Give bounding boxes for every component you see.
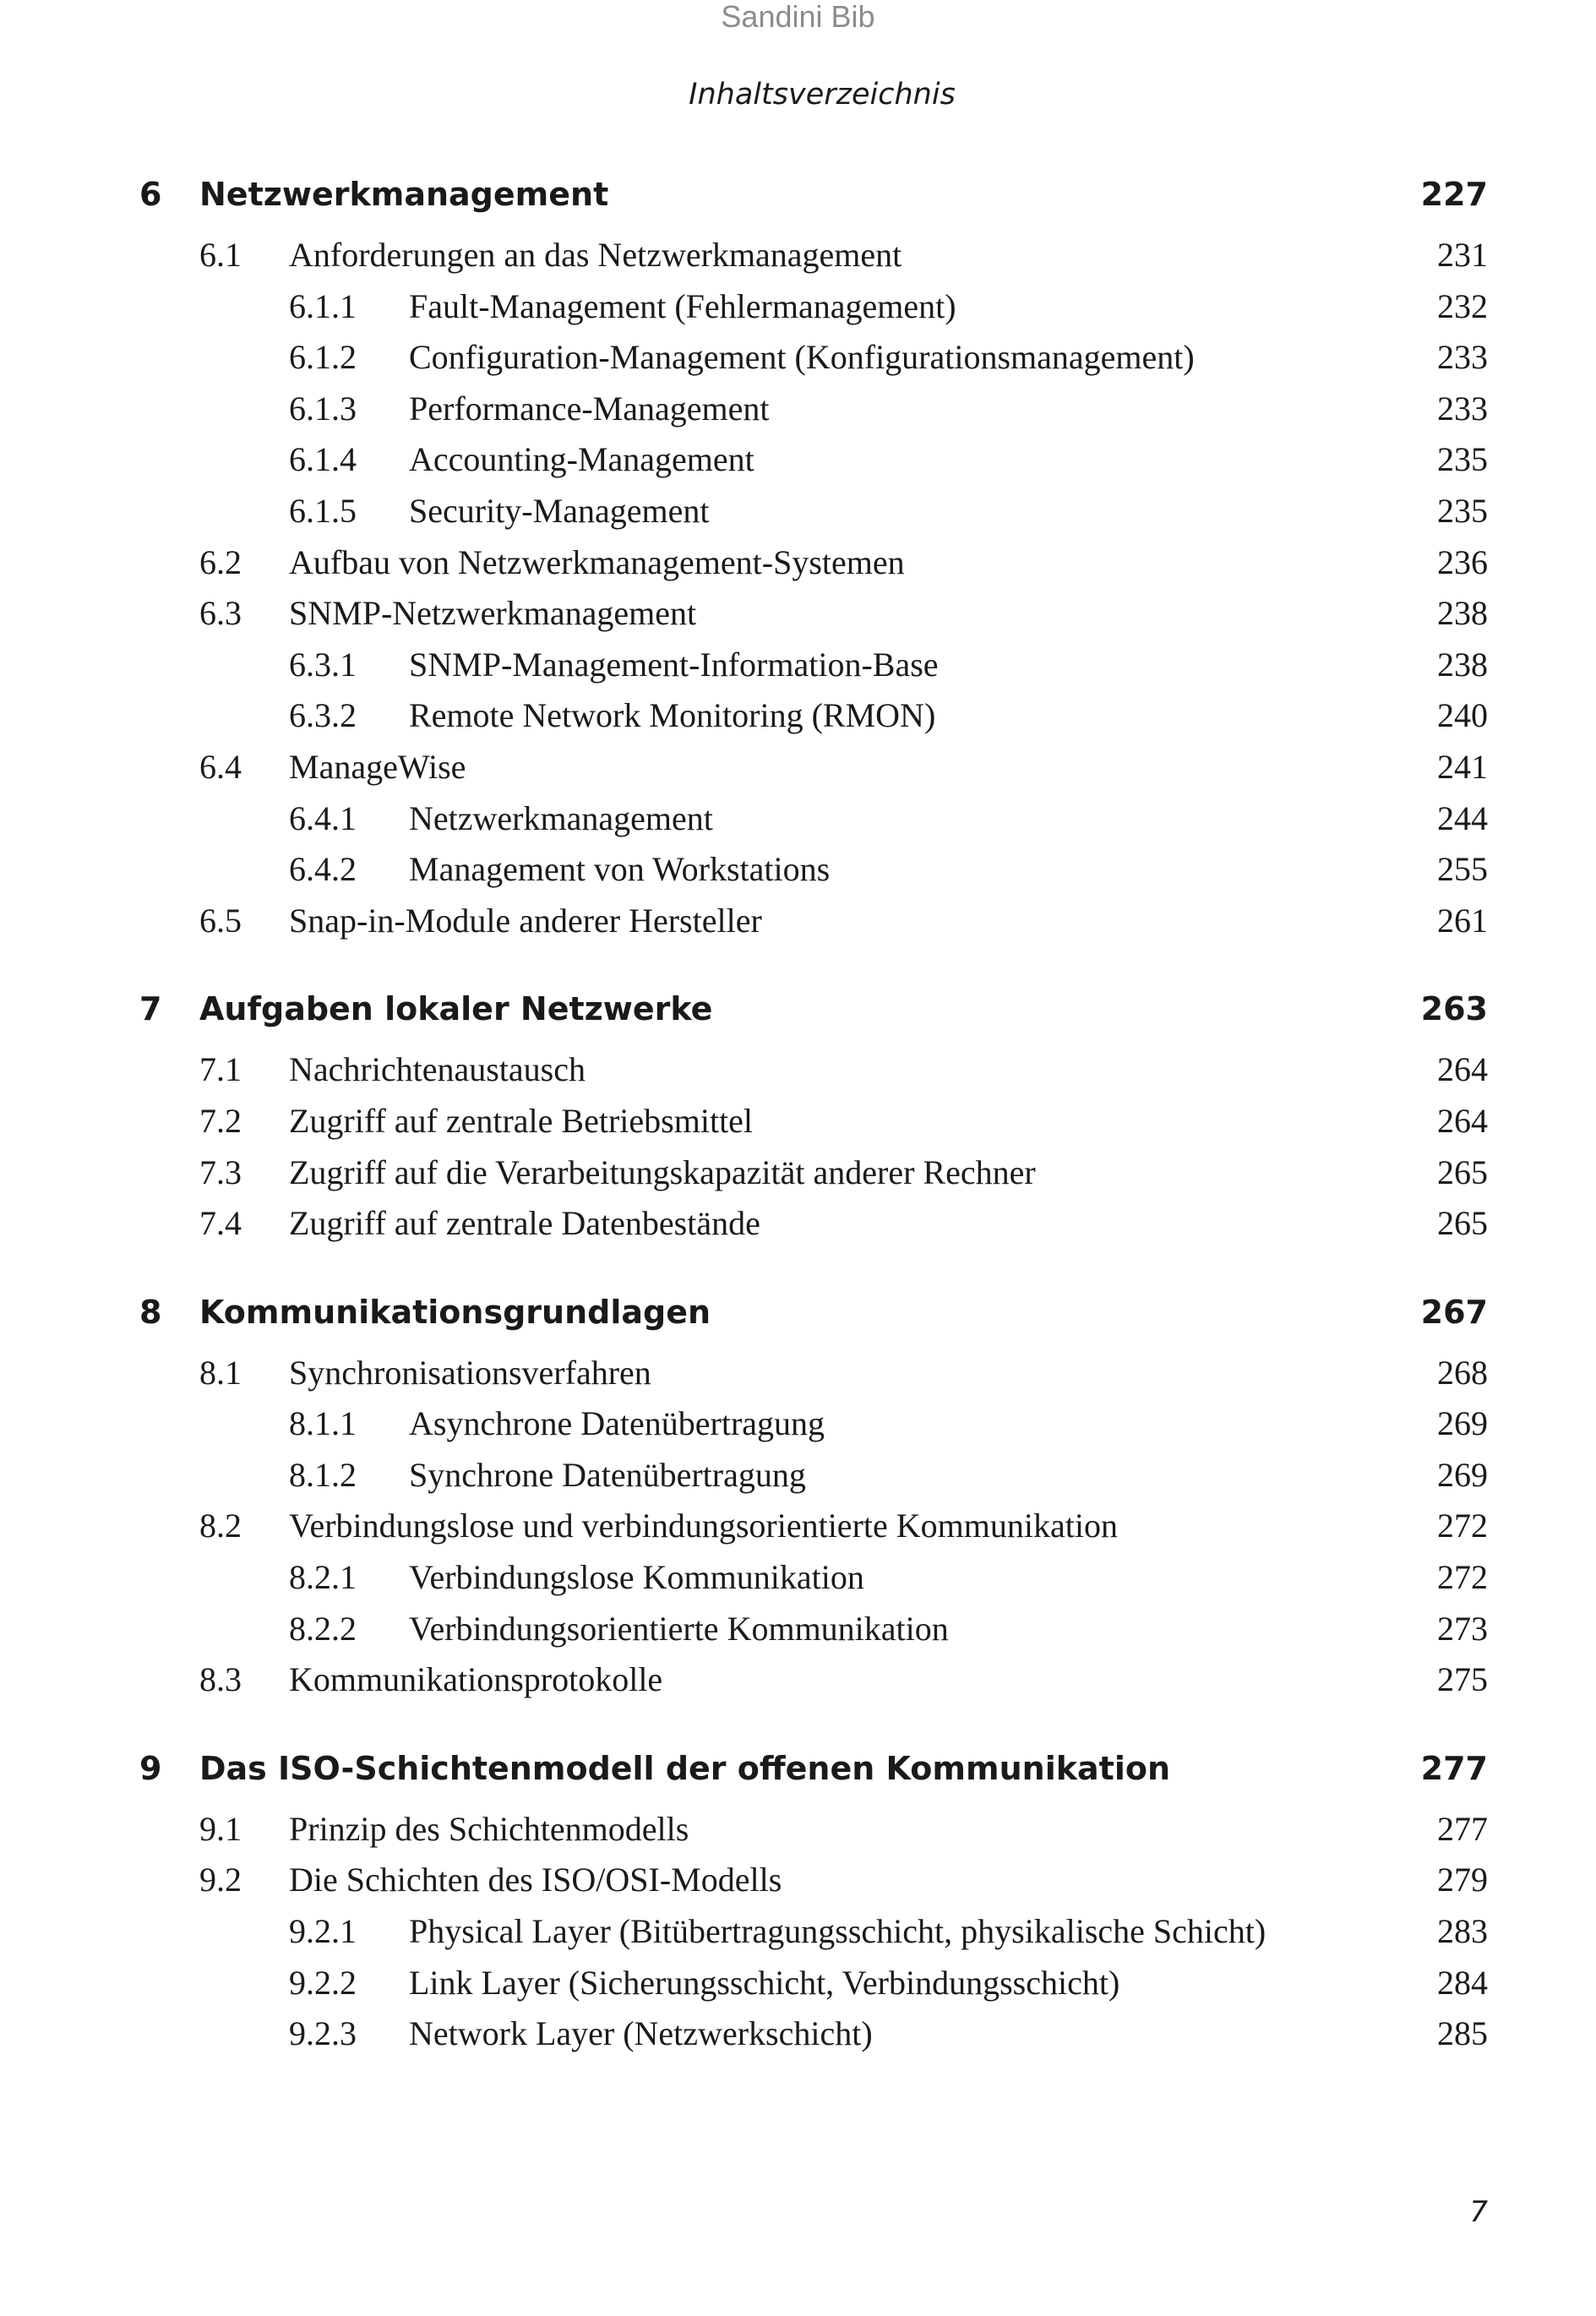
entry-title: Link Layer (Sicherungsschicht, Verbindungsschicht) [409,1963,1120,2002]
entry-number: 9.2.1 [289,1912,357,1951]
chapter-title: Kommunikationsgrundlagen [199,1293,711,1331]
toc-subsection-entry [0,1956,1596,2008]
running-head: Inhaltsverzeichnis [689,78,956,112]
toc-subsection-entry [0,2007,1596,2058]
entry-page: 235 [1437,491,1488,530]
chapter-number: 7 [139,990,162,1028]
toc-section-entry [0,1499,1596,1550]
entry-title: Anforderungen an das Netzwerkmanagement [289,236,902,274]
entry-number: 7.1 [199,1050,242,1089]
entry-number: 6.3 [199,594,242,633]
entry-number: 6.1.4 [289,440,357,479]
entry-page: 264 [1437,1050,1488,1089]
entry-title: ManageWise [289,747,466,786]
entry-title: Asynchrone Datenübertragung [409,1404,825,1443]
toc-subsection-entry [0,638,1596,689]
page-number: 7 [1469,2195,1488,2229]
chapter-page: 227 [1420,176,1488,213]
entry-title: Netzwerkmanagement [409,798,713,837]
entry-page: 285 [1437,2014,1488,2053]
entry-title: Kommunikationsprotokolle [289,1660,663,1699]
toc-section-entry [0,1196,1596,1248]
entry-number: 6.4.2 [289,850,357,889]
entry-title: Management von Workstations [409,850,831,889]
entry-page: 235 [1437,440,1488,479]
entry-number: 7.2 [199,1101,242,1140]
entry-title: Security-Management [409,491,710,530]
entry-number: 6.4.1 [289,798,357,837]
entry-number: 6.1 [199,236,242,274]
toc-section-entry [0,1346,1596,1398]
toc-subsection-entry [0,1550,1596,1602]
entry-page: 265 [1437,1204,1488,1243]
entry-title: Physical Layer (Bitübertragungsschicht, physikalische Schicht) [409,1912,1266,1951]
entry-page: 269 [1437,1455,1488,1494]
chapter-heading [0,984,1596,1043]
toc-section-entry [0,1094,1596,1146]
entry-number: 6.4 [199,747,242,786]
entry-title: Network Layer (Netzwerkschicht) [409,2014,873,2053]
entry-number: 8.2.2 [289,1609,357,1648]
entry-title: Die Schichten des ISO/OSI-Modells [289,1861,782,1899]
watermark: Sandini Bib [721,0,875,34]
entry-page: 272 [1437,1507,1488,1545]
chapter-title: Netzwerkmanagement [199,176,609,213]
entry-number: 8.1.1 [289,1404,357,1443]
chapter-number: 9 [139,1749,162,1787]
table-of-contents [0,169,1596,2058]
entry-title: Verbindungslose Kommunikation [409,1558,864,1597]
entry-number: 6.3.1 [289,645,357,684]
entry-number: 6.1.2 [289,338,357,377]
toc-section-entry [0,1146,1596,1197]
toc-subsection-entry [0,1448,1596,1500]
entry-title: Configuration-Management (Konfigurationsmanagement) [409,338,1195,377]
toc-subsection-entry [0,1602,1596,1654]
entry-number: 6.2 [199,542,242,581]
entry-page: 261 [1437,901,1488,940]
entry-number: 9.2.2 [289,1963,357,2002]
toc-subsection-entry [0,484,1596,536]
toc-subsection-entry [0,280,1596,331]
entry-page: 238 [1437,594,1488,633]
entry-number: 8.1 [199,1353,242,1392]
toc-subsection-entry [0,1905,1596,1956]
toc-section-entry [0,894,1596,945]
chapter-page: 267 [1420,1293,1488,1331]
entry-title: Zugriff auf zentrale Betriebsmittel [289,1101,754,1140]
entry-title: Zugriff auf die Verarbeitungskapazität anderer Rechner [289,1153,1036,1191]
chapter-number: 6 [139,176,162,213]
toc-section-entry [0,1043,1596,1094]
entry-number: 6.1.5 [289,491,357,530]
toc-section-entry [0,1653,1596,1704]
toc-subsection-entry [0,689,1596,740]
entry-title: Snap-in-Module anderer Hersteller [289,901,762,940]
entry-title: Zugriff auf zentrale Datenbestände [289,1204,760,1243]
chapter-heading [0,1743,1596,1802]
entry-title: Remote Network Monitoring (RMON) [409,696,936,735]
entry-number: 6.5 [199,901,242,940]
entry-page: 233 [1437,389,1488,428]
entry-number: 7.3 [199,1153,242,1191]
entry-title: Performance-Management [409,389,770,428]
entry-page: 265 [1437,1153,1488,1191]
entry-page: 273 [1437,1609,1488,1648]
chapter-title: Das ISO-Schichtenmodell der offenen Kommunikation [199,1749,1170,1787]
chapter-number: 8 [139,1293,162,1331]
entry-title: Nachrichtenaustausch [289,1050,586,1089]
toc-section-entry [0,586,1596,638]
entry-number: 9.1 [199,1809,242,1848]
toc-subsection-entry [0,792,1596,843]
toc-subsection-entry [0,842,1596,894]
entry-title: Prinzip des Schichtenmodells [289,1809,689,1848]
entry-page: 268 [1437,1353,1488,1392]
entry-title: Synchronisationsverfahren [289,1353,651,1392]
entry-title: Fault-Management (Fehlermanagement) [409,286,956,325]
chapter-page: 277 [1420,1749,1488,1787]
entry-page: 233 [1437,338,1488,377]
entry-title: SNMP-Management-Information-Base [409,645,939,684]
entry-title: Verbindungsorientierte Kommunikation [409,1609,949,1648]
entry-title: Verbindungslose und verbindungsorientierte Kommunikation [289,1507,1118,1545]
entry-page: 240 [1437,696,1488,735]
entry-number: 6.1.3 [289,389,357,428]
toc-section-entry [0,740,1596,792]
toc-section-entry [0,1802,1596,1854]
chapter-page: 263 [1420,990,1488,1028]
entry-number: 6.3.2 [289,696,357,735]
chapter-title: Aufgaben lokaler Netzwerke [199,990,713,1028]
chapter-heading [0,169,1596,228]
toc-section-entry [0,536,1596,587]
entry-number: 6.1.1 [289,286,357,325]
entry-page: 275 [1437,1660,1488,1699]
toc-subsection-entry [0,330,1596,382]
entry-page: 279 [1437,1861,1488,1899]
entry-page: 238 [1437,645,1488,684]
entry-page: 232 [1437,286,1488,325]
entry-page: 236 [1437,542,1488,581]
entry-number: 9.2 [199,1861,242,1899]
entry-page: 264 [1437,1101,1488,1140]
entry-number: 8.2 [199,1507,242,1545]
toc-subsection-entry [0,382,1596,433]
entry-number: 8.1.2 [289,1455,357,1494]
entry-number: 8.3 [199,1660,242,1699]
toc-section-entry [0,228,1596,280]
entry-title: Aufbau von Netzwerkmanagement-Systemen [289,542,905,581]
entry-page: 283 [1437,1912,1488,1951]
toc-subsection-entry [0,1397,1596,1448]
toc-section-entry [0,1853,1596,1905]
entry-title: Accounting-Management [409,440,754,479]
entry-number: 8.2.1 [289,1558,357,1597]
entry-page: 272 [1437,1558,1488,1597]
entry-page: 244 [1437,798,1488,837]
entry-number: 9.2.3 [289,2014,357,2053]
chapter-heading [0,1287,1596,1346]
entry-page: 277 [1437,1809,1488,1848]
entry-page: 231 [1437,236,1488,274]
entry-title: SNMP-Netzwerkmanagement [289,594,697,633]
entry-number: 7.4 [199,1204,242,1243]
entry-page: 255 [1437,850,1488,889]
entry-page: 269 [1437,1404,1488,1443]
entry-title: Synchrone Datenübertragung [409,1455,806,1494]
entry-page: 284 [1437,1963,1488,2002]
entry-page: 241 [1437,747,1488,786]
toc-subsection-entry [0,433,1596,484]
